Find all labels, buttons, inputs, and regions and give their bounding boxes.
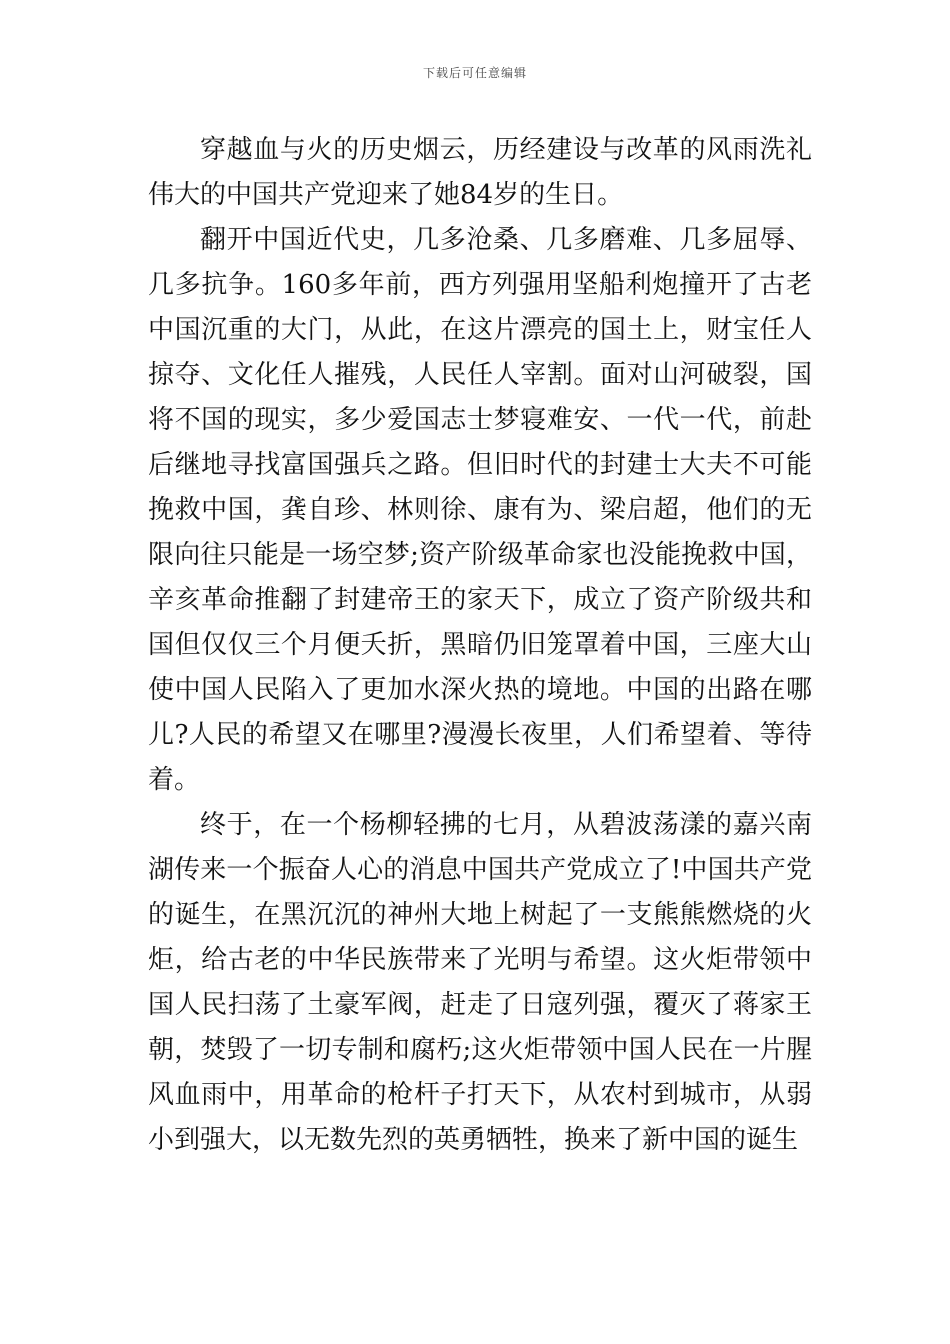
- paragraph-3: 终于，在一个杨柳轻拂的七月，从碧波荡漾的嘉兴南湖传来一个振奋人心的消息中国共产党成立了!中国共产党的诞生，在黑沉沉的神州大地上树起了一支熊熊燃烧的火炬，给古老的中华民族带来了光明与希望。这火炬带领中国人民扫荡了土豪军阀，赶走了日寇列强，覆灭了蒋家王朝，焚毁了一切专制和腐朽;这火炬带领中国人民在一片腥风血雨中，用革命的枪杆子打天下，从农村到城市，从弱小到强大，以无数先烈的英勇牺牲，换来了新中国的诞生: [148, 810, 812, 1155]
- paragraph-2: 翻开中国近代史，几多沧桑、几多磨难、几多屈辱、几多抗争。160多年前，西方列强用坚船利炮撞开了古老中国沉重的大门，从此，在这片漂亮的国土上，财宝任人掠夺、文化任人摧残，人民任人宰割。面对山河破裂，国将不国的现实，多少爱国志士梦寝难安、一代一代，前赴后继地寻找富国强兵之路。但旧时代的封建士大夫不可能挽救中国，龚自珍、林则徐、康有为、梁启超，他们的无限向往只能是一场空梦;资产阶级革命家也没能挽救中国，辛亥革命推翻了封建帝王的家天下，成立了资产阶级共和国但仅仅三个月便夭折，黑暗仍旧笼罩着中国，三座大山使中国人民陷入了更加水深火热的境地。中国的出路在哪儿?人民的希望又在哪里?漫漫长夜里，人们希望着、等待着。: [148, 225, 812, 795]
- page-header-note: 下载后可任意编辑: [422, 66, 527, 80]
- paragraph-1: 穿越血与火的历史烟云，历经建设与改革的风雨洗礼伟大的中国共产党迎来了她84岁的生日。: [148, 135, 812, 210]
- document-body: [148, 128, 812, 1163]
